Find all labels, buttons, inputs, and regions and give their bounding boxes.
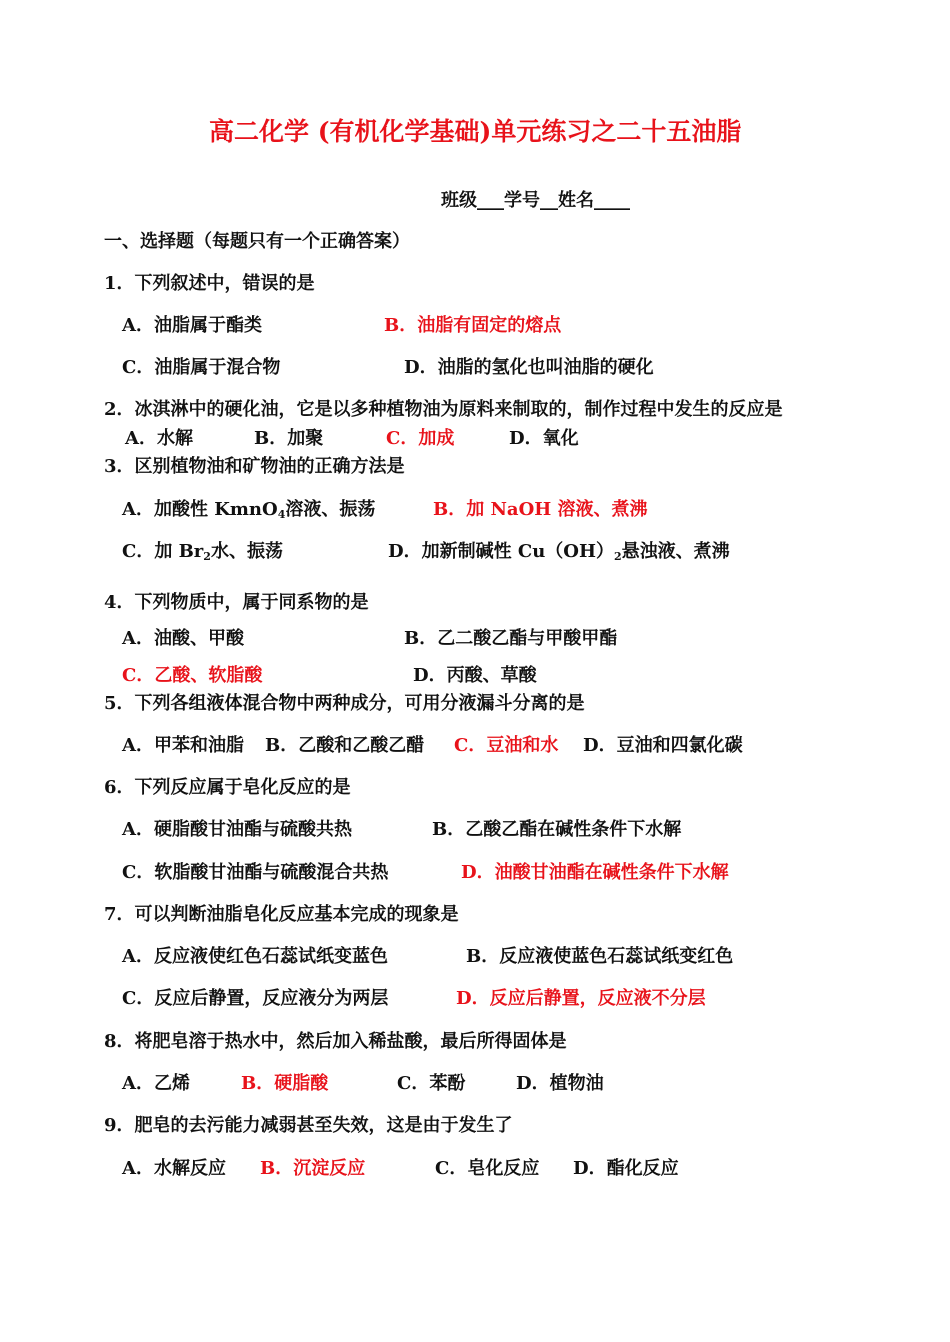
question-1-stem: 1．下列叙述中，错误的是 [104,273,315,294]
question-8-option-a: A．乙烯 [122,1073,190,1094]
question-8-option-b-answer: B．硬脂酸 [241,1073,329,1094]
question-6-option-d-answer: D．油酸甘油酯在碱性条件下水解 [461,862,729,883]
page-title: 高二化学 (有机化学基础)单元练习之二十五油脂 [209,117,742,146]
question-3-option-d: D．加新制碱性 $Cu(OH)_2$悬浊液、煮沸 [388,541,730,563]
question-2-stem: 2．冰淇淋中的硬化油，它是以多种植物油为原料来制取的，制作过程中发生的反应是 [104,399,783,420]
question-4-option-c-answer: C．乙酸、软脂酸 [122,665,263,686]
question-5-option-a: A．甲苯和油脂 [122,735,244,756]
question-4-option-d: D．丙酸、草酸 [413,665,537,686]
question-1-option-a: A．油脂属于酯类 [122,315,262,336]
question-6-stem: 6．下列反应属于皂化反应的是 [104,777,351,798]
question-6-option-a: A．硬脂酸甘油酯与硫酸共热 [122,819,352,840]
question-5-stem: 5．下列各组液体混合物中两种成分，可用分液漏斗分离的是 [104,693,585,714]
question-3-stem: 3．区别植物油和矿物油的正确方法是 [104,456,405,477]
question-4-option-a: A．油酸、甲酸 [122,628,244,649]
question-2-option-c-answer: C．加成 [386,428,455,449]
question-7-option-b: B．反应液使蓝色石蕊试纸变红色 [466,946,734,967]
question-5-option-c-answer: C．豆油和水 [454,735,559,756]
question-3-option-c: C．加 $Br_2$水、振荡 [122,541,283,563]
question-4-option-b: B．乙二酸乙酯与甲酸甲酯 [404,628,618,649]
question-8-option-c: C．苯酚 [397,1073,466,1094]
question-1-option-d: D．油脂的氢化也叫油脂的硬化 [404,357,654,378]
question-2-option-a: A．水解 [125,428,193,449]
question-9-option-c: C．皂化反应 [435,1158,540,1179]
question-7-stem: 7．可以判断油脂皂化反应基本完成的现象是 [104,904,459,925]
section-heading: 一、选择题（每题只有一个正确答案） [104,231,410,252]
question-7-option-c: C．反应后静置，反应液分为两层 [122,988,389,1009]
question-9-option-a: A．水解反应 [122,1158,226,1179]
question-8-option-d: D．植物油 [516,1073,604,1094]
question-3-option-a: A．加酸性 KmnO$_4$溶液、振荡 [122,499,376,521]
question-4-stem: 4．下列物质中，属于同系物的是 [104,592,369,613]
question-1-option-c: C．油脂属于混合物 [122,357,281,378]
question-9-stem: 9．肥皂的去污能力减弱甚至失效，这是由于发生了 [104,1115,513,1136]
question-1-option-b-answer: B．油脂有固定的熔点 [384,315,562,336]
question-5-option-d: D．豆油和四氯化碳 [583,735,743,756]
question-2-option-b: B．加聚 [254,428,324,449]
question-2-option-d: D．氧化 [509,428,579,449]
question-7-option-a: A．反应液使红色石蕊试纸变蓝色 [122,946,388,967]
question-7-option-d-answer: D．反应后静置，反应液不分层 [456,988,706,1009]
question-6-option-c: C．软脂酸甘油酯与硫酸混合共热 [122,862,389,883]
question-6-option-b: B．乙酸乙酯在碱性条件下水解 [432,819,682,840]
question-8-stem: 8．将肥皂溶于热水中，然后加入稀盐酸，最后所得固体是 [104,1031,567,1052]
question-5-option-b: B．乙酸和乙酸乙醋 [265,735,425,756]
question-3-option-b-answer: B．加 NaOH 溶液、煮沸 [433,499,648,520]
question-9-option-b-answer: B．沉淀反应 [260,1158,366,1179]
student-info-line: 班级___学号__姓名____ [441,190,630,211]
question-9-option-d: D．酯化反应 [573,1158,679,1179]
